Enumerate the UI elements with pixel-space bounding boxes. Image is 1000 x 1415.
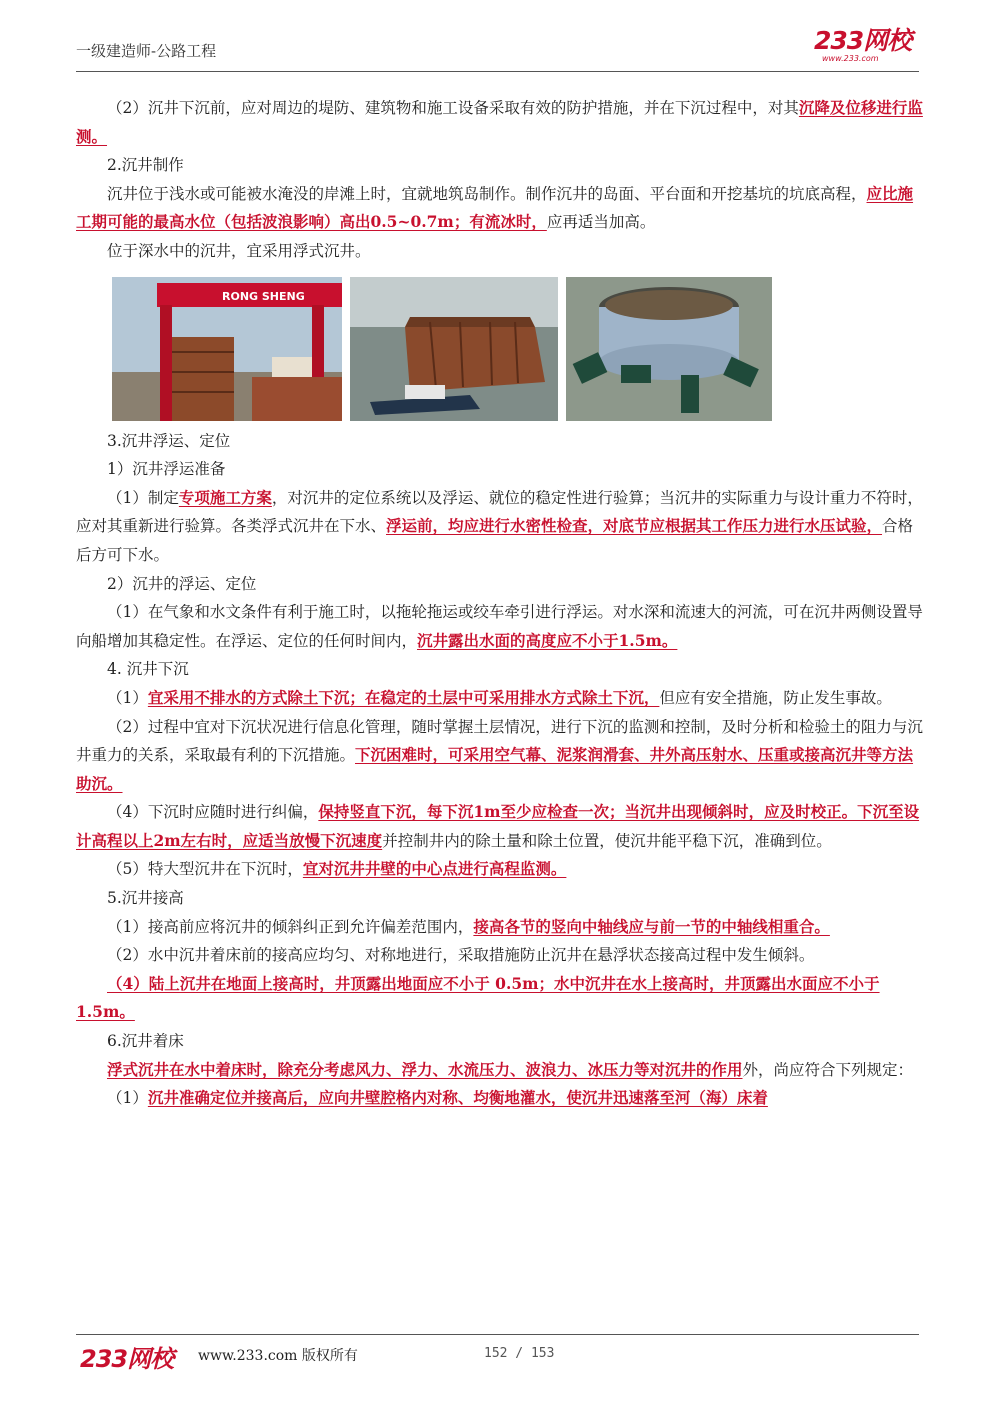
highlight: 保持竖直下沉，每下沉1m至少应检查一次；当沉井出现倾斜时，应及时校正。下沉至设计高程以上2m左右时，应适当放慢下沉速度 (76, 802, 920, 850)
highlight: 沉降及位移进行监测。 (76, 98, 923, 146)
highlight: 接高各节的竖向中轴线应与前一节的中轴线相重合。 (473, 916, 830, 936)
section-heading: 5.沉井接高 (107, 889, 184, 908)
footer-copyright: www.233.com 版权所有 (198, 1348, 358, 1364)
subsection-heading: 1）沉井浮运准备 (107, 460, 226, 479)
subsection-heading: 2）沉井的浮运、定位 (107, 574, 257, 593)
photo-gantry-crane (112, 277, 342, 421)
paragraph: 沉井位于浅水或可能被水淹没的岸滩上时，宜就地筑岛制作。制作沉井的岛面、平台面和开挖基坑的坑底高程，应比施工期可能的最高水位（包括波浪影响）高出0.5~0.7m；有流冰时，应再适当加高。 (76, 183, 914, 232)
paragraph: （4）下沉时应随时进行纠偏，保持竖直下沉，每下沉1m至少应检查一次；当沉井出现倾斜时，应及时校正。下沉至设计高程以上2m左右时，应适当放慢下沉速度并控制井内的除土量和除土位置，使沉井能平稳下沉，准确到位。 (76, 802, 920, 850)
paragraph: 位于深水中的沉井，宜采用浮式沉井。 (107, 241, 371, 260)
header-rule (76, 71, 919, 72)
paragraph: （1）接高前应将沉井的倾斜纠正到允许偏差范围内，接高各节的竖向中轴线应与前一节的中轴线相重合。 (107, 916, 830, 936)
highlight: 宜对沉井井壁的中心点进行高程监测。 (302, 859, 567, 879)
logo-url: www.233.com (822, 54, 879, 63)
paragraph: （1）沉井准确定位并接高后，应向井壁腔格内对称、均衡地灌水，使沉井迅速落至河（海）床着 (107, 1088, 768, 1108)
paragraph: （5）特大型沉井在下沉时，宜对沉井井壁的中心点进行高程监测。 (107, 859, 567, 879)
highlight: 宜采用不排水的方式除土下沉；在稳定的土层中可采用排水方式除土下沉， (147, 687, 660, 707)
highlight: 浮运前，均应进行水密性检查，对底节应根据其工作压力进行水压试验， (386, 516, 883, 536)
highlight: 沉井准确定位并接高后，应向井壁腔格内对称、均衡地灌水，使沉井迅速落至河（海）床着 (147, 1088, 768, 1108)
document-body (76, 94, 926, 1113)
footer-logo[interactable]: 233网校 (80, 1345, 174, 1373)
paragraph: （2）水中沉井着床前的接高应均匀、对称地进行，采取措施防止沉井在悬浮状态接高过程中发生倾斜。 (107, 946, 815, 965)
highlight: 浮式沉井在水中着床时，除充分考虑风力、浮力、水流压力、波浪力、冰压力等对沉井的作用 (107, 1059, 743, 1079)
highlight: 沉井露出水面的高度应不小于1.5m。 (417, 630, 678, 650)
paragraph: （1）在气象和水文条件有利于施工时，以拖轮拖运或绞车牵引进行浮运。对水深和流速大的河流，可在沉井两侧设置导向船增加其稳定性。在浮运、定位的任何时间内，沉井露出水面的高度应不小于1.5m。 (76, 603, 923, 650)
section-heading: 2.沉井制作 (107, 156, 184, 175)
paragraph (76, 970, 926, 1027)
paragraph: （1）宜采用不排水的方式除土下沉；在稳定的土层中可采用排水方式除土下沉，但应有安全措施，防止发生事故。 (107, 687, 892, 707)
section-heading: 6.沉井着床 (107, 1032, 184, 1051)
section-heading: 4. 沉井下沉 (107, 660, 189, 679)
paragraph: （2）过程中宜对下沉状况进行信息化管理，随时掌握土层情况，进行下沉的监测和控制，及时分析和检验土的阻力与沉井重力的关系，采取最有利的下沉措施。下沉困难时，可采用空气幕、泥浆润滑套、井外高压射水、压重或接高沉井等方法助沉。 (76, 717, 923, 793)
section-heading: 3.沉井浮运、定位 (107, 431, 231, 450)
highlight: 下沉困难时，可采用空气幕、泥浆润滑套、井外高压射水、压重或接高沉井等方法助沉。 (76, 745, 914, 793)
paragraph: （2）沉井下沉前，应对周边的堤防、建筑物和施工设备采取有效的防护措施，并在下沉过程中，对其沉降及位移进行监测。 (76, 98, 923, 146)
highlight: （4）陆上沉井在地面上接高时，井顶露出地面应不小于 0.5m；水中沉井在水上接高时，井顶露出水面应不小于1.5m。 (76, 973, 880, 1022)
photo-caisson-tugs (566, 277, 772, 421)
brand-logo[interactable] (814, 28, 911, 63)
crane-label: RONG SHENG (222, 289, 305, 303)
footer-rule (76, 1334, 919, 1335)
paragraph: （1）制定专项施工方案，对沉井的定位系统以及浮运、就位的稳定性进行验算；当沉井的实际重力与设计重力不符时，应对其重新进行验算。各类浮式沉井在下水、浮运前，均应进行水密性检查，对底节应根据其工作压力进行水压试验，合格后方可下水。 (76, 487, 923, 564)
paragraph: 浮式沉井在水中着床时，除充分考虑风力、浮力、水流压力、波浪力、冰压力等对沉井的作用外，尚应符合下列规定： (107, 1059, 914, 1079)
photo-strip (112, 277, 926, 421)
highlight: 专项施工方案 (178, 487, 272, 507)
photo-caisson-tow (350, 277, 558, 421)
highlight: 应比施工期可能的最高水位（包括波浪影响）高出0.5~0.7m；有流冰时， (76, 183, 914, 232)
header-title: 一级建造师-公路工程 (76, 42, 217, 60)
logo-text: 233网校 (814, 26, 912, 55)
page-number: 152 / 153 (484, 1346, 555, 1361)
